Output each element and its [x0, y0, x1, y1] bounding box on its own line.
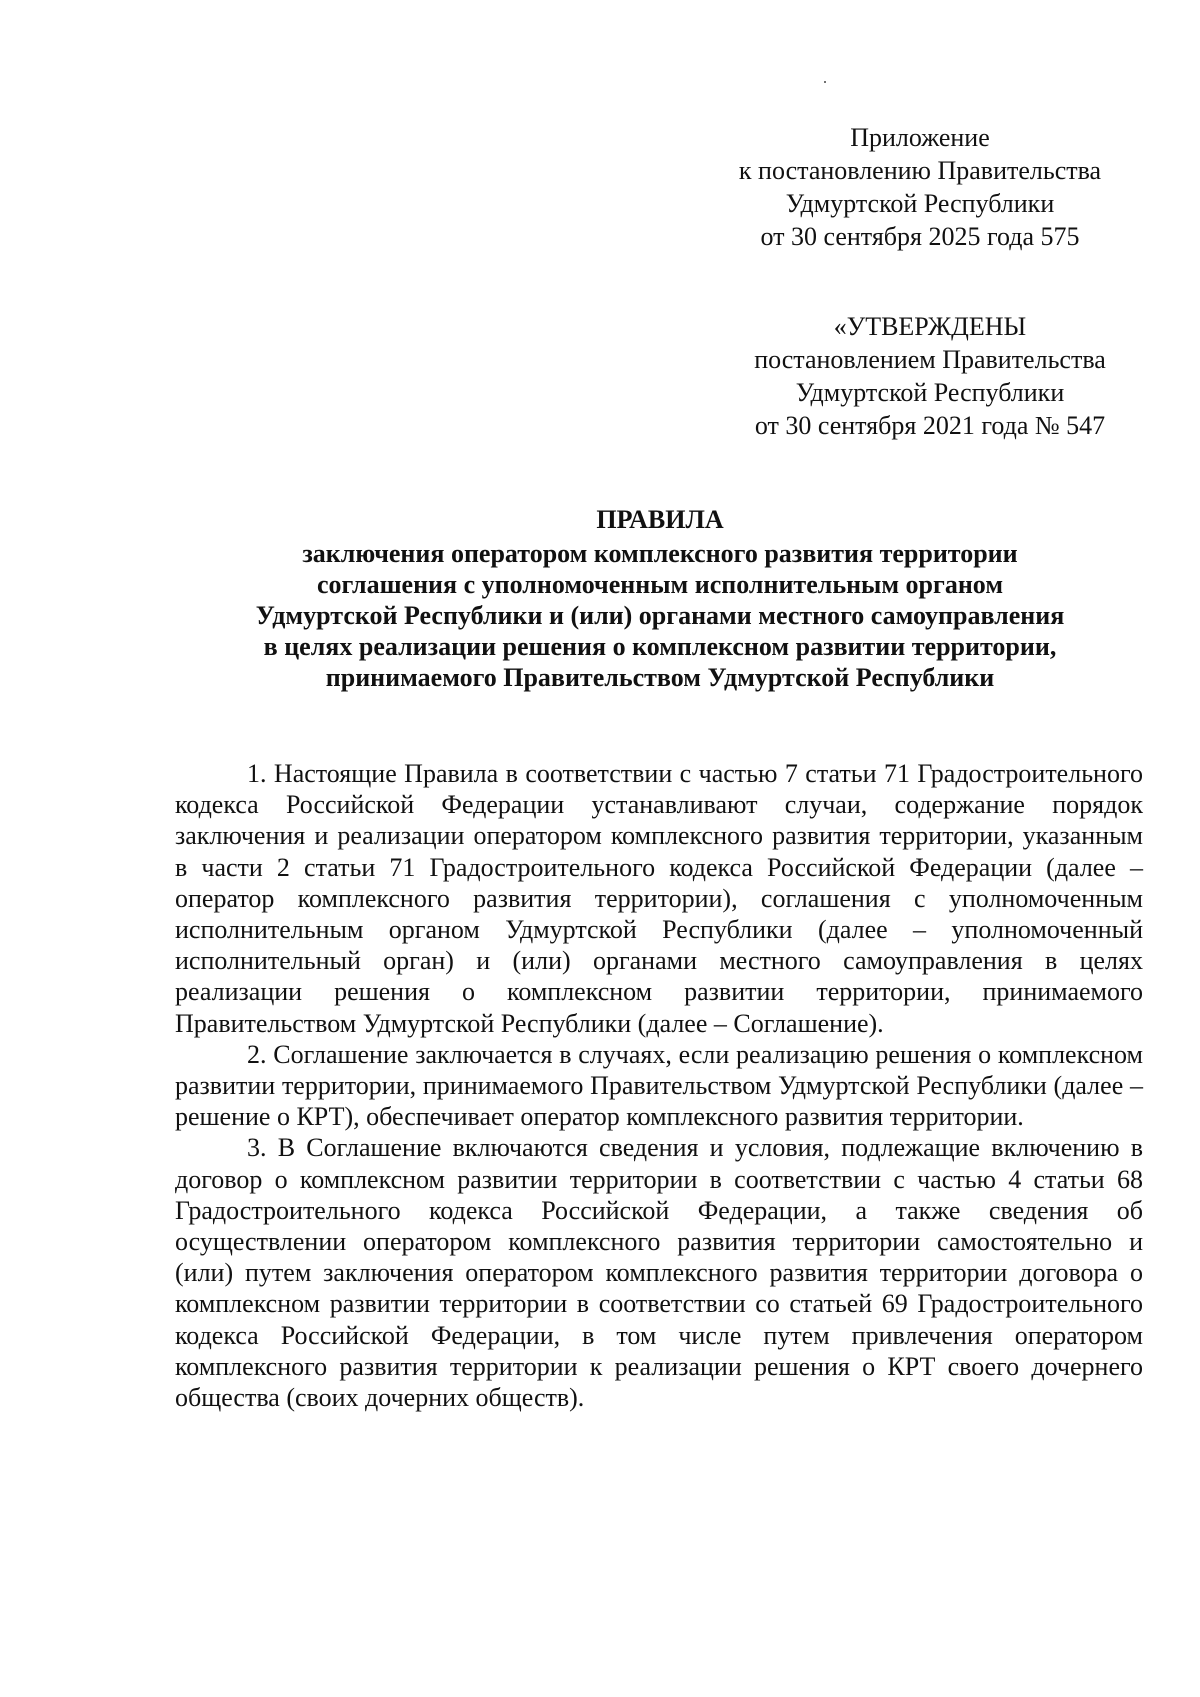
approved-line-2: постановлением Правительства	[754, 345, 1106, 374]
document-heading: ПРАВИЛА	[596, 505, 724, 534]
paragraph-2: 2. Соглашение заключается в случаях, если реализацию решения о комплексном развитии территории, принимаемого Правительством Удмуртской Республики (далее – решение о КРТ), обеспечивает оператор комплексного развития территории.	[175, 1039, 1143, 1132]
appendix-block	[700, 121, 1140, 253]
document-body	[175, 758, 1143, 1413]
appendix-line-4: от 30 сентября 2025 года 575	[760, 222, 1080, 251]
appendix-line-2: к постановлению Правительства	[738, 156, 1102, 185]
title-line-3: Удмуртской Республики и (или) органами местного самоуправления	[255, 601, 1065, 630]
appendix-line-3: Удмуртской Республики	[785, 189, 1055, 218]
approved-line-1: «УТВЕРЖДЕНЫ	[833, 312, 1027, 341]
title-line-5: принимаемого Правительством Удмуртской Республики	[325, 663, 995, 692]
title-line-4: в целях реализации решения о комплексном развитии территории,	[263, 632, 1057, 661]
approved-line-3: Удмуртской Республики	[795, 378, 1065, 407]
paragraph-1: 1. Настоящие Правила в соответствии с частью 7 статьи 71 Градостроительного кодекса Российской Федерации устанавливают случаи, содержание порядок заключения и реализации оператором комплексного развития территории, указанным в части 2 статьи 71 Градостроительного кодекса Российской Федерации (далее – оператор комплексного развития территории), соглашения с уполномоченным исполнительным органом Удмуртской Республики (далее – уполномоченный исполнительный орган) и (или) органами местного самоуправления в целях реализации решения о комплексном развитии территории, принимаемого Правительством Удмуртской Республики (далее – Соглашение).	[175, 759, 1143, 1038]
approved-line-4: от 30 сентября 2021 года № 547	[754, 411, 1106, 440]
appendix-line-1: Приложение	[850, 123, 990, 152]
document-title-block	[160, 504, 1160, 693]
approved-block	[710, 310, 1150, 442]
paragraph-3: 3. В Соглашение включаются сведения и условия, подлежащие включению в договор о комплексном развитии территории в соответствии с частью 4 статьи 68 Градостроительного кодекса Российской Федерации, а также сведения об осуществлении оператором комплексного развития территории самостоятельно и (или) путем заключения оператором комплексного развития территории договора о комплексном развитии территории в соответствии со статьей 69 Градостроительного кодекса Российской Федерации, в том числе путем привлечения оператором комплексного развития территории к реализации решения о КРТ своего дочернего общества (своих дочерних обществ).	[175, 1133, 1143, 1413]
title-line-1: заключения оператором комплексного развития территории	[302, 539, 1018, 568]
title-line-2: соглашения с уполномоченным исполнительным органом	[316, 570, 1004, 599]
scan-speck	[824, 81, 826, 83]
